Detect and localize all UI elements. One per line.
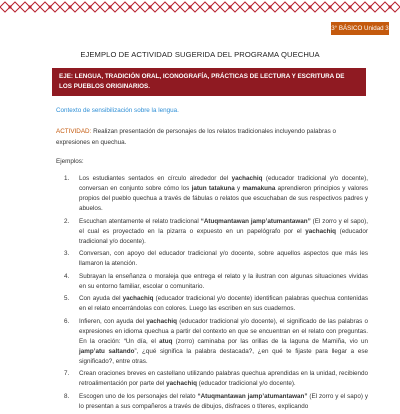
activity-text: Realizan presentación de personajes de los relatos tradicionales incluyendo palabras o expresiones en quechua. [56, 128, 337, 146]
pattern-dot [329, 6, 332, 9]
list-item-text: (El zorro y el sapo), el cual es proyectado en la pizarra o expuesto en un papelógrafo por el [79, 217, 368, 235]
list-item-text: (educador tradicional y/o docente). [79, 227, 369, 245]
examples-label: Ejemplos: [56, 158, 84, 165]
quechua-term: “Atuqmantawan jamp’atumantawan” [200, 217, 311, 225]
quechua-term: atuq [159, 337, 173, 345]
list-item-number: 3. [64, 250, 70, 257]
list-item [56, 294, 368, 314]
list-item-text: y [234, 185, 243, 192]
quechua-term: jamp’atu saltando [79, 347, 135, 355]
list-item-text: Crean oraciones breves en castellano utilizando palabras quechua aprendidas en la unidad, recibiendo retroalimentación por parte del [79, 370, 368, 387]
list-item-text: (El zorro y el sapo) y lo presentan a sus compañeros a través de dibujos, disfraces o títeres, explicando [79, 392, 368, 410]
pattern-dot [129, 6, 132, 9]
list-item-text: aprendieron principios y valores propios del pueblo quechua a través de fábulas o relatos que escuchaban de sus respectivos padres y abuelos. [79, 185, 369, 212]
pattern-dot [269, 6, 272, 9]
list-item-text: (educador tradicional y/o docente). [196, 380, 296, 387]
list-item-number: 2. [64, 217, 70, 225]
list-item-text: Subrayan la enseñanza o moraleja que entrega el relato y la ilustran con algunas situaciones vividas en su entorno familiar, escolar o comunitario. [79, 272, 368, 290]
pattern-dot [29, 6, 32, 9]
activity-paragraph [56, 127, 366, 148]
list-item-text: Con ayuda del [79, 295, 123, 302]
list-item-text: ”, ¿qué significa la palabra destacada?, ¿en qué te fijaste para llegar a ese significado?, entre otras. [79, 347, 368, 365]
list-item-text: Escuchan atentamente el relato tradicional [79, 217, 201, 225]
pattern-dot [289, 6, 292, 9]
list-item-number: 7. [64, 370, 70, 377]
list-item-text: Infieren, con ayuda del [79, 317, 147, 325]
list-item [56, 369, 368, 389]
list-item-text: Escogen uno de los personajes del relato [79, 392, 198, 400]
axis-banner: EJE: LENGUA, TRADICIÓN ORAL, ICONOGRAFÍA, PRÁCTICAS DE LECTURA Y ESCRITURA DE LOS PUEBLOS ORIGINARIOS. [52, 68, 366, 96]
list-item-text: Los estudiantes sentados en círculo alrededor del [79, 175, 232, 182]
list-item-text: Conversan, con apoyo del educador tradicional y/o docente, sobre aquellos aspectos que más les llamaron la atención. [79, 250, 368, 267]
quechua-term: yachachiq [305, 227, 337, 235]
pattern-dot [9, 6, 12, 9]
quechua-term: yachachiq [146, 317, 178, 325]
pattern-dot [309, 6, 312, 9]
pattern-dot [69, 6, 72, 9]
list-item [56, 317, 368, 367]
pattern-dot [229, 6, 232, 9]
list-item [56, 174, 368, 214]
quechua-term: mamakuna [242, 185, 276, 192]
andean-pattern-banner [0, 0, 400, 14]
list-item [56, 249, 368, 269]
list-item-number: 4. [64, 272, 70, 280]
activity-label: ACTIVIDAD: [56, 128, 92, 135]
examples-list [56, 174, 368, 414]
quechua-term: jatun tatakuna [191, 185, 235, 192]
list-item-text: (zorro) caminaba por las orillas de la laguna de Mamiña, vio un [172, 337, 368, 345]
list-item [56, 272, 368, 292]
list-item-text: (educador tradicional y/o docente), el significado de las palabras o expresiones en idioma quechua a partir del contexto en que se encuentran en el relato con preguntas. En la oración: “Un día, el [79, 317, 368, 345]
quechua-term: “Atuqmantawan jamp’atumantawan” [197, 392, 308, 400]
list-item-number: 6. [64, 317, 70, 325]
list-item-text: (educador tradicional y/o docente), conversan en conjunto sobre cómo los [79, 175, 368, 192]
pattern-dot [49, 6, 52, 9]
unit-badge: 3° BÁSICO Unidad 3 [331, 22, 389, 35]
list-item-number: 8. [64, 392, 70, 400]
pattern-dot [169, 6, 172, 9]
pattern-dot [89, 6, 92, 9]
pattern-dot [369, 6, 372, 9]
quechua-term: yachachiq [122, 295, 154, 302]
list-item [56, 392, 368, 412]
pattern-dot [149, 6, 152, 9]
pattern-dot [189, 6, 192, 9]
list-item-number: 1. [64, 175, 70, 182]
pattern-dot [349, 6, 352, 9]
pattern-dot [249, 6, 252, 9]
document-title: EJEMPLO DE ACTIVIDAD SUGERIDA DEL PROGRAMA QUECHUA [80, 50, 320, 59]
context-label: Contexto de sensibilización sobre la lengua. [56, 107, 179, 114]
list-item [56, 217, 368, 247]
pattern-dot [209, 6, 212, 9]
pattern-dot [109, 6, 112, 9]
list-item-number: 5. [64, 295, 70, 302]
list-item-text: (educador tradicional y/o docente) identifican palabras quechua contenidas en el relato encerrándolas con colores. Luego las escriben en sus cuadernos. [79, 295, 368, 312]
quechua-term: yachachiq [166, 380, 197, 387]
pattern-dot [389, 6, 392, 9]
quechua-term: yachachiq [231, 175, 263, 182]
